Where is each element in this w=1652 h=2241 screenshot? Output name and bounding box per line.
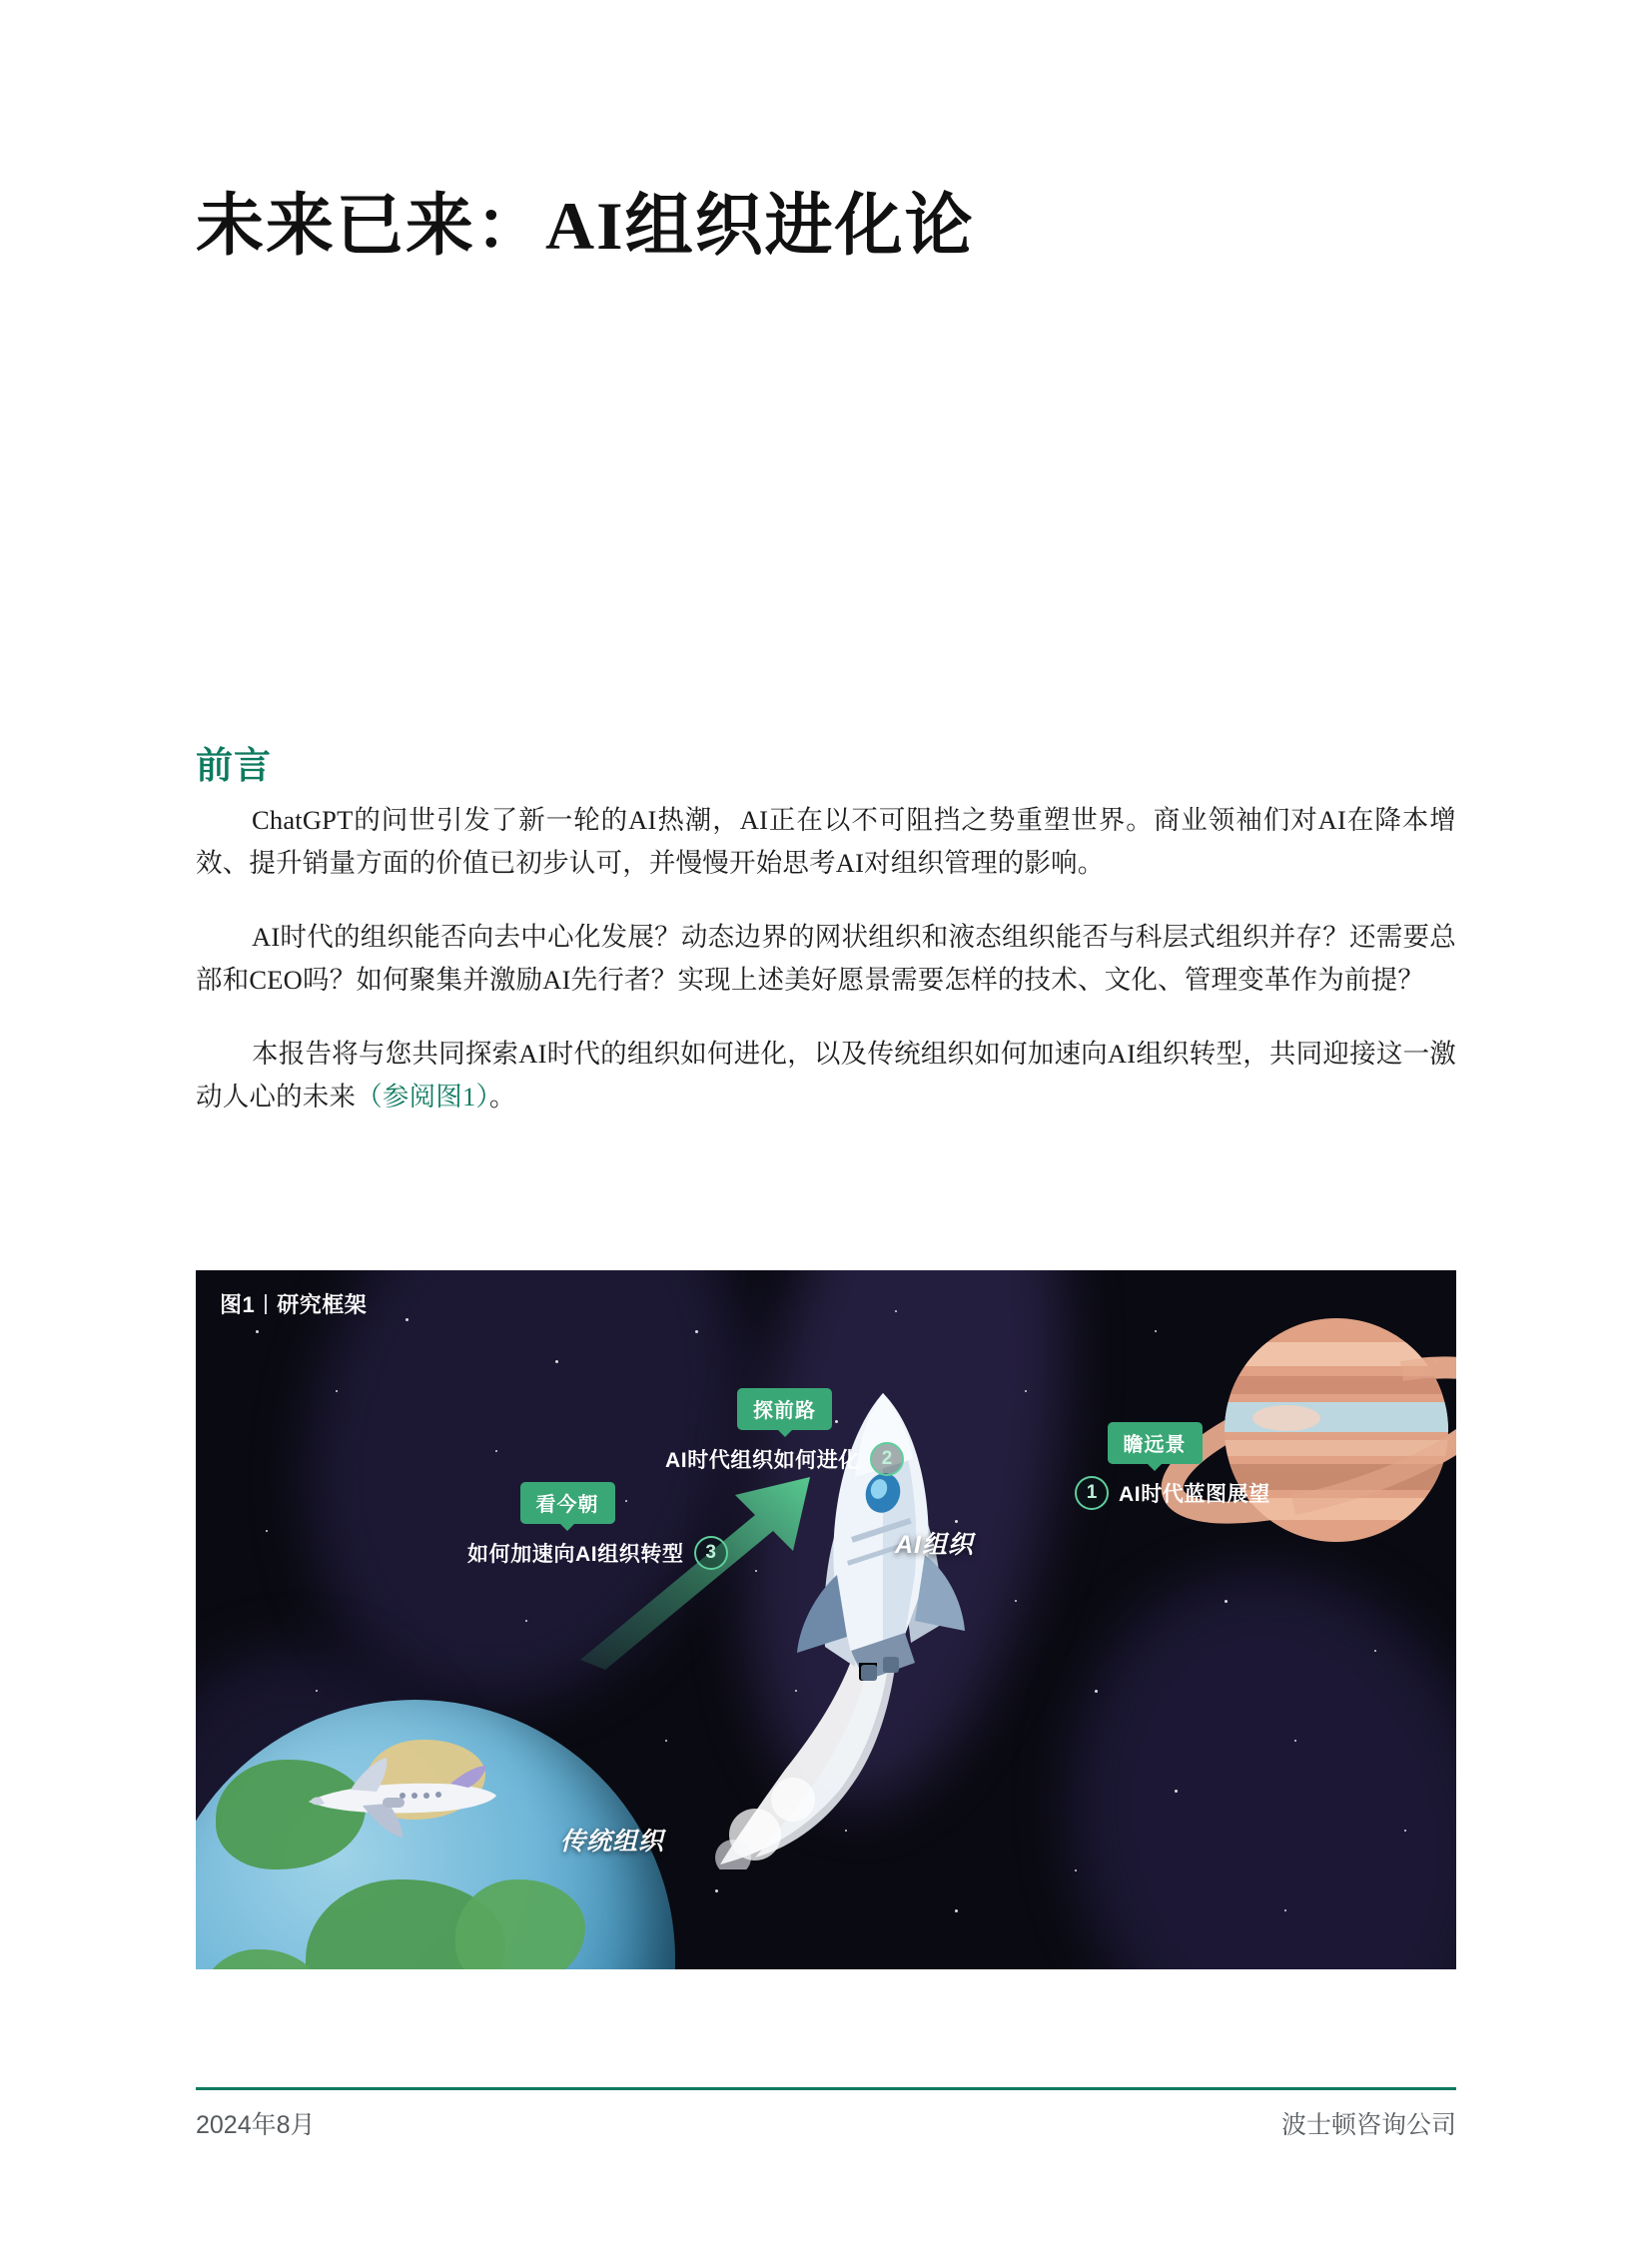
caption-divider [265, 1294, 267, 1314]
figure-title: 研究框架 [277, 1292, 368, 1317]
section-heading-preface: 前言 [196, 745, 272, 787]
paragraph-3-main: 本报告将与您共同探索AI时代的组织如何进化，以及传统组织如何加速向AI组织转型，共同迎接这一激动人心的未来 [196, 1038, 1456, 1112]
label-number-vision: 1 [1075, 1476, 1109, 1510]
label-number-today: 3 [694, 1536, 728, 1570]
figure-caption [220, 1288, 367, 1319]
paragraph-3 [196, 1033, 1456, 1119]
figure-reference-link[interactable]: （参阅图1） [356, 1081, 489, 1112]
label-text-vision: AI时代蓝图展望 [1119, 1483, 1270, 1506]
object-label-traditional-org: 传统组织 [560, 1828, 665, 1856]
figure-1 [196, 1270, 1456, 1969]
footer-divider [196, 2087, 1456, 2090]
label-pill-explore: 探前路 [737, 1388, 832, 1430]
airplane-icon [291, 1740, 520, 1860]
figure-label-vision [1075, 1422, 1270, 1510]
figure-number: 图1 [220, 1292, 256, 1317]
label-row-vision [1075, 1476, 1270, 1510]
label-text-explore: AI时代组织如何进化 [665, 1449, 860, 1472]
label-row-today [467, 1536, 728, 1570]
paragraph-3-end: 。 [488, 1081, 516, 1112]
label-pill-today: 看今朝 [520, 1482, 615, 1524]
label-pill-vision: 瞻远景 [1108, 1422, 1203, 1464]
page-title: 未来已来：AI组织进化论 [196, 187, 975, 264]
label-row-explore [665, 1442, 904, 1476]
footer-organization: 波士顿咨询公司 [1280, 2111, 1456, 2139]
label-number-explore: 2 [870, 1442, 904, 1476]
paragraph-1: ChatGPT的问世引发了新一轮的AI热潮，AI正在以不可阻挡之势重塑世界。商业领袖们对AI在降本增效、提升销量方面的价值已初步认可，并慢慢开始思考AI对组织管理的影响。 [196, 805, 1456, 878]
label-text-today: 如何加速向AI组织转型 [467, 1543, 684, 1566]
figure-label-today [467, 1482, 728, 1570]
object-label-ai-org: AI组织 [895, 1531, 975, 1559]
figure-label-explore [665, 1388, 904, 1476]
paragraph-2: AI时代的组织能否向去中心化发展？动态边界的网状组织和液态组织能否与科层式组织并存？还需要总部和CEO吗？如何聚集并激励AI先行者？实现上述美好愿景需要怎样的技术、文化、管理变革作为前提？ [196, 921, 1456, 995]
body-text [196, 799, 1456, 1149]
footer-date: 2024年8月 [196, 2111, 316, 2139]
